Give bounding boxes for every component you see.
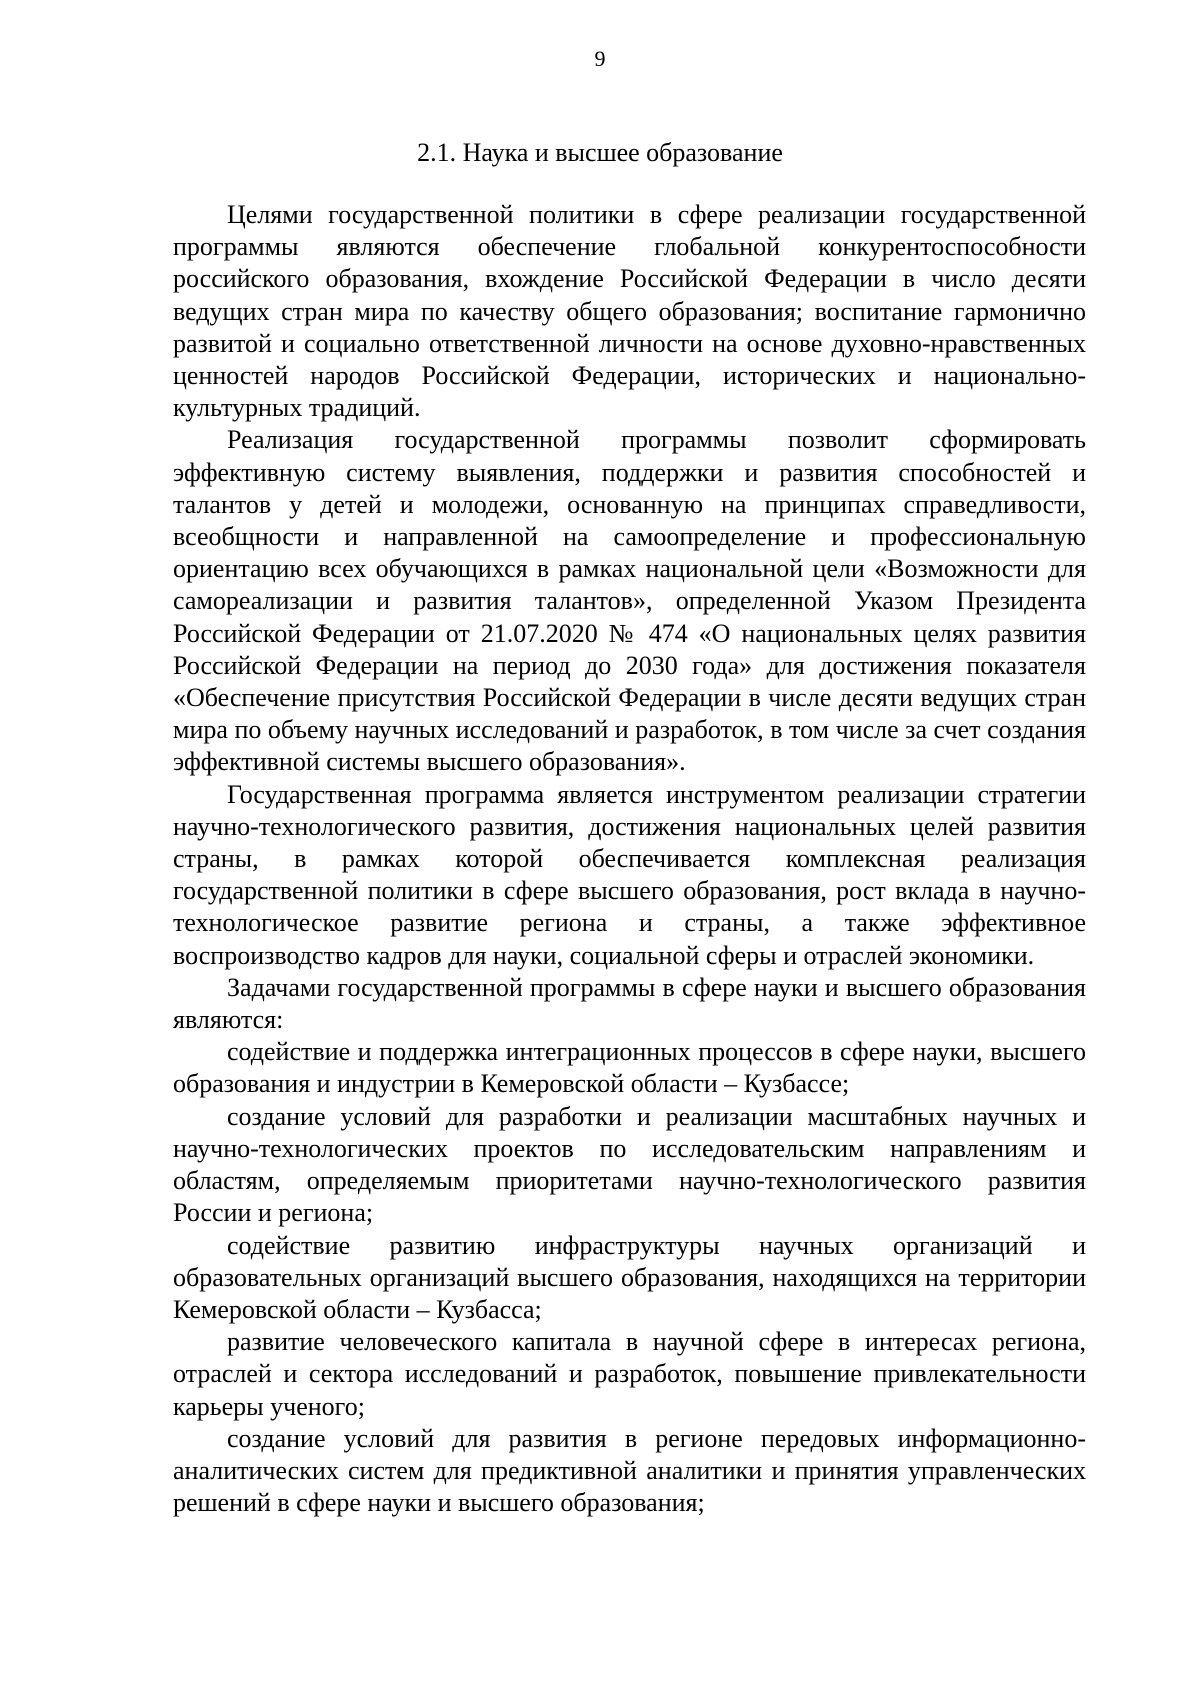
paragraph-tasks-intro: Задачами государственной программы в сфере науки и высшего образования являются: — [173, 972, 1086, 1035]
task-item-integration: содействие и поддержка интеграционных процессов в сфере науки, высшего образования и индустрии в Кемеровской области – Кузбассе; — [173, 1037, 1086, 1099]
paragraph-goals: Целями государственной политики в сфере реализации государственной программы являются обеспечение глобальной конкурентоспособности российского образования, вхождение Российской Федерации в число десяти ведущих стран мира по качеству общего образования; воспитание гармонично развитой и социально ответственной личности на основе духовно-нравственных ценностей народов Российской Федерации, исторических и национально-культурных традиций. — [173, 200, 1086, 423]
paragraph-program-instrument: Государственная программа является инструментом реализации стратегии научно-технологического развития, достижения национальных целей развития страны, в рамках которой обеспечивается комплексная реализация государственной политики в сфере высшего образования, рост вклада в научно-технологическое развитие региона и страны, а также эффективное воспроизводство кадров для науки, социальной сферы и отраслей экономики. — [173, 779, 1086, 970]
task-item-human-capital: развитие человеческого капитала в научной сфере в интересах региона, отраслей и сектора исследований и разработок, повышение привлекательности карьеры ученого; — [173, 1327, 1086, 1421]
task-item-projects: создание условий для разработки и реализации масштабных научных и научно-технологических проектов по исследовательским направлениям и областям, определяемым приоритетами научно-технологического развития России и региона; — [173, 1101, 1086, 1228]
task-item-analytics: создание условий для развития в регионе передовых информационно-аналитических систем для предиктивной аналитики и принятия управленческих решений в сфере науки и высшего образования; — [173, 1423, 1086, 1518]
page-number: 9 — [594, 46, 606, 71]
section-title: 2.1. Наука и высшее образование — [417, 138, 783, 167]
paragraph-implementation: Реализация государственной программы позволит сформировать эффективную систему выявления, поддержки и развития способностей и талантов у детей и молодежи, основанную на принципах справедливости, всеобщности и направленной на самоопределение и профессиональную ориентацию всех обучающихся в рамках национальной цели «Возможности для самореализации и развития талантов», определенной Указом Президента Российской Федерации от 21.07.2020 № 474 «О национальных целях развития Российской Федерации на период до 2030 года» для достижения показателя «Обеспечение присутствия Российской Федерации в числе десяти ведущих стран мира по объему научных исследований и разработок, в том числе за счет создания эффективной системы высшего образования». — [173, 425, 1086, 777]
body-text — [173, 199, 1086, 1519]
task-item-infrastructure: содействие развитию инфраструктуры научных организаций и образовательных организаций высшего образования, находящихся на территории Кемеровской области – Кузбасса; — [173, 1230, 1086, 1324]
